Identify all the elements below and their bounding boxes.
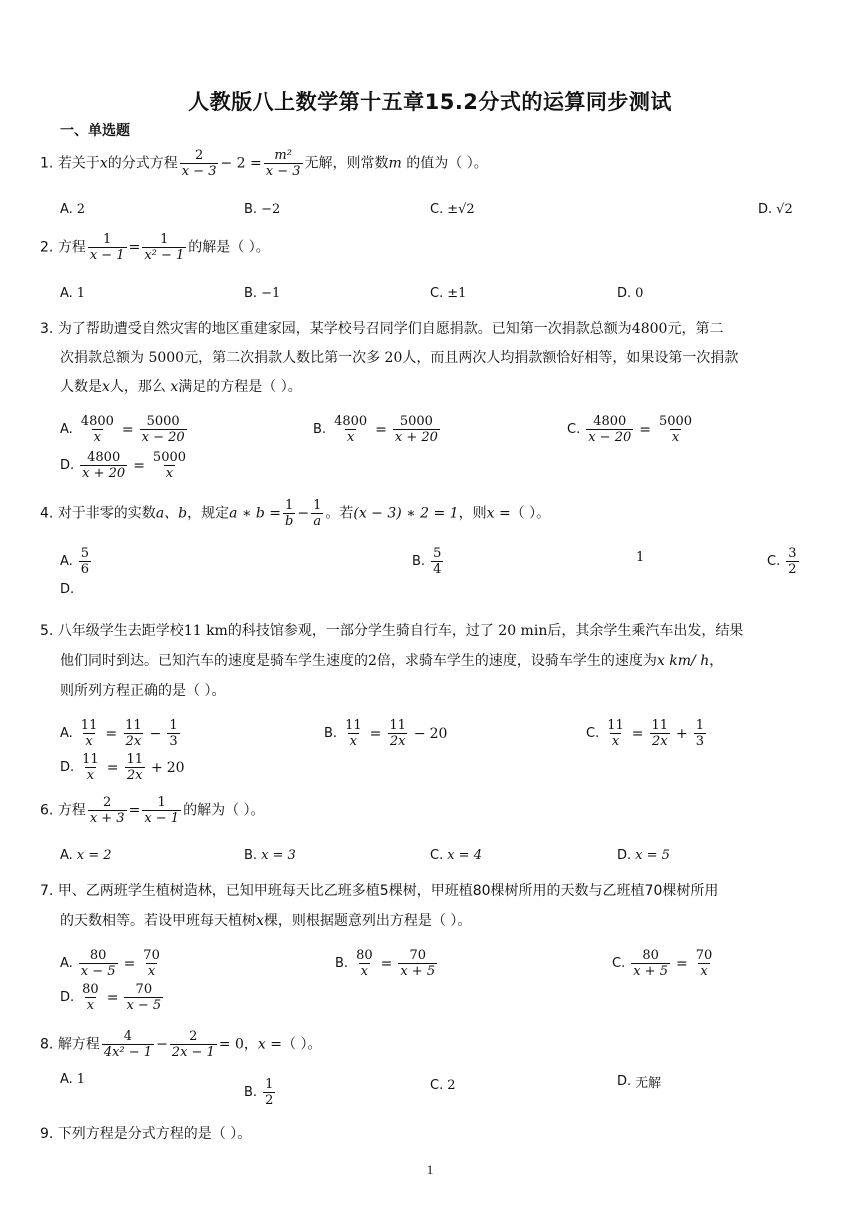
math-value: 20 min — [498, 623, 548, 639]
option-b[interactable] — [335, 948, 439, 979]
math-value: 20 — [166, 759, 185, 776]
fraction — [311, 498, 323, 529]
option-c[interactable] — [430, 848, 482, 863]
numerator: 2 — [189, 1029, 198, 1044]
fraction — [142, 232, 186, 263]
question-4 — [40, 498, 550, 529]
numerator: 2 — [103, 795, 112, 810]
math-value: 4800 — [631, 321, 668, 337]
option-label: C. — [430, 848, 444, 863]
option-label: A. — [60, 956, 73, 971]
numerator: 4 — [123, 1029, 133, 1044]
option-c[interactable] — [586, 718, 708, 749]
math-var: m — [388, 155, 402, 172]
numerator: 80 — [82, 982, 99, 997]
question-text: ， — [709, 653, 724, 669]
option-a[interactable] — [60, 848, 112, 863]
question-text: 他们同时到达。已知汽车的速度是骑车学生速度的 — [60, 653, 368, 669]
question-5-line-2 — [60, 650, 723, 672]
numerator: 11 — [82, 752, 99, 767]
denominator: x — [165, 466, 174, 481]
denominator: 2x — [125, 734, 142, 749]
numerator: 5000 — [146, 414, 180, 429]
fraction — [431, 546, 443, 577]
denominator: x + 5 — [400, 964, 436, 979]
math-expr: a ∗ b = — [229, 505, 282, 522]
numerator: 4800 — [87, 450, 121, 465]
question-3-line-3 — [60, 376, 302, 398]
question-text: 棵，则根据题意列出方程是（ ）。 — [263, 913, 472, 929]
question-text: 的分式方程 — [107, 155, 178, 172]
option-a[interactable] — [60, 286, 85, 301]
question-text: ，规定 — [187, 505, 230, 522]
option-value: 1 — [76, 1072, 86, 1087]
numerator: 70 — [695, 948, 713, 963]
equation: $\frac{4800}{x - 20}$ = $\frac{5000}{x}$ — [588, 414, 693, 445]
denominator: x − 20 — [141, 430, 185, 445]
question-text: 解方程 — [57, 1036, 100, 1053]
option-label: C. — [767, 554, 781, 569]
option-value: x = 3 — [261, 848, 296, 863]
option-a[interactable] — [60, 202, 85, 217]
denominator: x — [611, 734, 620, 749]
option-label: C. — [430, 286, 444, 301]
math-value: 2 — [368, 653, 377, 669]
option-a[interactable] — [60, 1072, 85, 1087]
question-number: 1. — [40, 155, 54, 172]
option-value: −1 — [261, 286, 281, 301]
question-9 — [40, 1123, 251, 1145]
math-value: 20 — [429, 725, 448, 742]
numerator: 4800 — [334, 414, 368, 429]
question-5-line-3 — [60, 680, 225, 702]
math-value: x km/ h — [656, 653, 710, 669]
section-heading: 一、单选题 — [60, 123, 130, 139]
option-b[interactable] — [244, 202, 280, 217]
option-label: D. — [617, 1074, 632, 1089]
option-label: C. — [612, 956, 626, 971]
numerator: 5000 — [152, 450, 187, 465]
denominator: 2 — [265, 1093, 274, 1108]
option-a[interactable] — [60, 546, 93, 577]
numerator: 5000 — [658, 414, 693, 429]
option-c[interactable] — [612, 948, 716, 979]
math-op: − — [149, 725, 162, 742]
option-label: A. — [60, 202, 73, 217]
fraction — [264, 148, 303, 179]
option-c[interactable] — [567, 414, 696, 445]
option-label: B. — [335, 956, 349, 971]
question-text: 满足的方程是（ ）。 — [178, 379, 302, 395]
numerator: 70 — [135, 982, 153, 997]
question-text: 的天数相等。若设甲班每天植树 — [60, 913, 256, 929]
question-text: 则所列方程正确的是（ ）。 — [60, 683, 226, 699]
denominator: x — [346, 430, 355, 445]
question-text: 倍，求骑车学生的速度，设骑车学生的速度为 — [376, 653, 657, 669]
option-value: x = 4 — [447, 848, 482, 863]
numerator: m² — [274, 148, 292, 163]
option-value: 2 — [76, 202, 86, 217]
question-text: 方程 — [57, 802, 86, 819]
math-op: − 2 = — [220, 155, 262, 172]
math-expr: x = — [257, 1036, 282, 1053]
option-label: D. — [758, 202, 773, 217]
option-label: C. — [430, 202, 444, 217]
fraction — [180, 148, 219, 179]
numerator: 5000 — [399, 414, 433, 429]
numerator: 1 — [169, 718, 178, 733]
numerator: 1 — [285, 498, 294, 513]
question-text: 次捐款总额为 — [60, 350, 144, 366]
option-label: C. — [567, 422, 581, 437]
option-value: ±1 — [447, 286, 467, 301]
numerator: 11 — [345, 718, 362, 733]
numerator: 3 — [788, 546, 797, 561]
option-d[interactable] — [60, 982, 165, 1013]
denominator: x − 3 — [265, 164, 301, 179]
option-c[interactable] — [430, 286, 466, 301]
numerator: 1 — [157, 795, 166, 810]
option-d[interactable] — [617, 286, 643, 301]
numerator: 1 — [695, 718, 705, 733]
option-label: D. — [617, 286, 632, 301]
numerator: 4800 — [80, 414, 114, 429]
option-label: C. — [430, 1078, 444, 1093]
question-number: 9. — [40, 1126, 54, 1142]
page-title: 人教版八上数学第十五章15.2分式的运算同步测试 — [188, 90, 672, 114]
question-text: 元，第二次捐款人数比第一次多 — [184, 350, 381, 366]
denominator: 2 — [788, 562, 797, 577]
equation: $\frac{80}{x}$ = $\frac{70}{x - 5}$ — [82, 982, 162, 1013]
numerator: 11 — [126, 752, 143, 767]
equation: $\frac{11}{x}$ = $\frac{11}{2x}$ − $\frac{1}{3}$ — [80, 718, 178, 749]
denominator: 3 — [695, 734, 705, 749]
denominator: 3 — [169, 734, 178, 749]
question-6 — [40, 795, 265, 826]
option-label: A. — [60, 554, 73, 569]
denominator: 2x − 1 — [171, 1045, 215, 1060]
math-op: = 0 — [218, 1036, 244, 1053]
option-label: B. — [324, 726, 338, 741]
question-3-line-2 — [60, 347, 738, 369]
option-label: D. — [60, 458, 75, 473]
math-var: a、b — [155, 505, 188, 522]
denominator: x + 20 — [82, 466, 126, 481]
denominator: 4 — [433, 562, 442, 577]
option-label: B. — [244, 848, 258, 863]
numerator: 1 — [103, 232, 112, 247]
question-text: （ ）。 — [510, 505, 551, 522]
question-text: ，则 — [458, 505, 487, 522]
option-a[interactable] — [60, 948, 164, 979]
fraction — [88, 795, 127, 826]
math-value: 11 km — [183, 623, 228, 639]
question-text: 无解，则常数 — [304, 155, 389, 172]
denominator: x − 5 — [126, 998, 162, 1013]
equation: $\frac{11}{x}$ = $\frac{11}{2x}$ + $\frac{1}{3}$ — [607, 718, 705, 749]
math-var: x — [170, 379, 179, 395]
question-number: 8. — [40, 1036, 54, 1053]
numerator: 11 — [651, 718, 669, 733]
denominator: x − 1 — [89, 248, 125, 263]
question-text: ， — [243, 1036, 258, 1053]
denominator: x + 3 — [89, 811, 125, 826]
equation: $\frac{80}{x + 5}$ = $\frac{70}{x}$ — [633, 948, 713, 979]
option-d[interactable] — [60, 582, 78, 597]
option-label: B. — [244, 202, 258, 217]
denominator: x — [360, 964, 368, 979]
fraction — [170, 1029, 217, 1060]
equation: $\frac{80}{x}$ = $\frac{70}{x + 5}$ — [356, 948, 436, 979]
option-d[interactable] — [617, 1072, 661, 1091]
numerator: 80 — [356, 948, 373, 963]
option-b[interactable] — [244, 286, 280, 301]
denominator: 2x — [389, 734, 406, 749]
question-text: 为了帮助遭受自然灾害的地区重建家园，某学校号召同学们自愿捐款。已知第一次捐款总额为 — [57, 321, 632, 337]
numerator: 5 — [433, 546, 442, 561]
option-label: A. — [60, 1072, 73, 1087]
option-value: 1 — [636, 550, 645, 565]
question-7 — [40, 880, 718, 902]
denominator: x − 1 — [144, 811, 180, 826]
option-value: 无解 — [635, 1076, 662, 1091]
denominator: x — [93, 430, 102, 445]
denominator: x − 20 — [588, 430, 632, 445]
question-text: 的解为（ ）。 — [183, 802, 265, 819]
option-c[interactable] — [430, 202, 475, 217]
fraction — [88, 232, 127, 263]
equation: $\frac{11}{x}$ = $\frac{11}{2x}$ + 20 — [82, 752, 185, 783]
numerator: 1 — [160, 232, 169, 247]
numerator: 70 — [409, 948, 426, 963]
option-b[interactable] — [244, 848, 296, 863]
option-label: B. — [244, 286, 258, 301]
fraction — [102, 1029, 154, 1060]
question-text: 人，那么 — [109, 379, 166, 395]
denominator: 6 — [80, 562, 90, 577]
option-label: C. — [586, 726, 600, 741]
option-value: 2 — [447, 1078, 456, 1093]
math-op: + — [150, 759, 163, 776]
option-value: √2 — [776, 202, 793, 217]
numerator: 11 — [80, 718, 98, 733]
question-text: 人，而且两次人均捐款额恰好相等，如果设第一次捐款 — [402, 350, 739, 366]
math-var: x — [99, 155, 108, 172]
denominator: x — [86, 998, 95, 1013]
question-number: 5. — [40, 623, 54, 639]
option-b[interactable] — [412, 546, 445, 577]
option-label: A. — [60, 422, 73, 437]
question-8 — [40, 1029, 321, 1060]
question-number: 6. — [40, 802, 54, 819]
option-label: A. — [60, 726, 73, 741]
numerator: 80 — [89, 948, 107, 963]
denominator: 2x — [126, 768, 143, 783]
fraction — [786, 546, 798, 577]
math-op: − — [156, 1036, 168, 1053]
question-text: （ ）。 — [282, 1036, 322, 1053]
math-value: 20 — [384, 350, 403, 366]
math-var: x — [256, 913, 264, 929]
option-label: B. — [244, 1085, 258, 1100]
numerator: 2 — [194, 148, 204, 163]
option-label: D. — [60, 582, 75, 597]
question-number: 7. — [40, 883, 54, 899]
question-text: 若关于 — [57, 155, 100, 172]
question-text: 对于非零的实数 — [57, 505, 156, 522]
fraction — [142, 795, 181, 826]
question-text: 的解是（ ）。 — [188, 239, 270, 256]
question-text: 的科技馆参观，一部分学生骑自行车，过了 — [227, 623, 494, 639]
denominator: a — [313, 514, 322, 529]
math-op: = — [128, 239, 141, 256]
fraction — [283, 498, 295, 529]
question-text: 元，第二 — [667, 321, 724, 337]
question-text: 。若 — [325, 505, 354, 522]
question-text: 八年级学生去距学校 — [57, 623, 184, 639]
denominator: 2x — [651, 734, 668, 749]
math-op: − — [297, 505, 310, 522]
option-d[interactable] — [617, 848, 670, 863]
question-number: 4. — [40, 505, 54, 522]
option-b[interactable] — [244, 1077, 277, 1108]
question-text: 甲、乙两班学生植树造林，已知甲班每天比乙班多植5棵树，甲班植80棵树所用的天数与乙班植70棵树所用 — [57, 883, 719, 899]
numerator: 11 — [607, 718, 624, 733]
question-text: 方程 — [57, 239, 86, 256]
math-expr: x = — [486, 505, 511, 522]
option-value: −2 — [261, 202, 281, 217]
option-value: x = 5 — [635, 848, 670, 863]
numerator: 4800 — [593, 414, 627, 429]
question-3 — [40, 318, 723, 340]
question-number: 2. — [40, 239, 54, 256]
question-text: 后，其余学生乘汽车出发，结果 — [547, 623, 744, 639]
math-value: 5000 — [148, 350, 185, 366]
denominator: b — [285, 514, 294, 529]
option-a[interactable] — [60, 414, 189, 445]
numerator: 1 — [265, 1077, 274, 1092]
math-var: x — [102, 379, 110, 395]
denominator: x — [85, 734, 93, 749]
option-value: x = 2 — [76, 848, 112, 863]
question-number: 3. — [40, 321, 54, 337]
math-expr: (x − 3) ∗ 2 = 1 — [353, 505, 459, 522]
numerator: 11 — [389, 718, 406, 733]
option-label: D. — [617, 848, 632, 863]
question-5 — [40, 620, 743, 642]
option-d[interactable] — [758, 202, 793, 217]
option-b[interactable] — [324, 718, 447, 749]
question-text: 下列方程是分式方程的是（ ）。 — [57, 1126, 252, 1142]
option-d[interactable] — [60, 752, 185, 783]
numerator: 11 — [125, 718, 142, 733]
equation: $\frac{11}{x}$ = $\frac{11}{2x}$ − 20 — [345, 718, 448, 749]
denominator: x + 5 — [633, 964, 668, 979]
page-number: 1 — [426, 1162, 434, 1177]
equation: $\frac{4800}{x + 20}$ = $\frac{5000}{x}$ — [82, 450, 187, 481]
option-d[interactable] — [60, 450, 190, 481]
option-label: B. — [313, 422, 327, 437]
numerator: 70 — [143, 948, 160, 963]
numerator: 5 — [80, 546, 90, 561]
option-label: D. — [60, 990, 75, 1005]
option-label: D. — [60, 760, 75, 775]
equation: $\frac{4800}{x}$ = $\frac{5000}{x + 20}$ — [334, 414, 438, 445]
option-value: 0 — [635, 286, 644, 301]
denominator: x + 20 — [394, 430, 438, 445]
denominator: x − 3 — [181, 164, 217, 179]
question-7-line-2 — [60, 910, 471, 932]
denominator: x — [349, 734, 357, 749]
option-stray-value[interactable] — [636, 550, 644, 565]
option-label: A. — [60, 848, 73, 863]
numerator: 80 — [642, 948, 659, 963]
equation: $\frac{80}{x - 5}$ = $\frac{70}{x}$ — [80, 948, 160, 979]
denominator: x — [700, 964, 708, 979]
question-2 — [40, 232, 270, 263]
question-text: 的值为（ ）。 — [401, 155, 488, 172]
option-b[interactable] — [313, 414, 442, 445]
equation: $\frac{4800}{x}$ = $\frac{5000}{x - 20}$ — [80, 414, 185, 445]
option-c[interactable] — [767, 546, 801, 577]
option-label: B. — [412, 554, 426, 569]
numerator: 1 — [313, 498, 322, 513]
option-c[interactable] — [430, 1078, 456, 1093]
math-op: − — [413, 725, 426, 742]
denominator: x — [147, 964, 156, 979]
denominator: x — [86, 768, 95, 783]
denominator: 4x² − 1 — [103, 1045, 153, 1060]
question-text: 人数是 — [60, 379, 102, 395]
option-label: A. — [60, 286, 73, 301]
option-value: ±√2 — [447, 202, 475, 217]
math-op: = — [128, 802, 141, 819]
math-op: + — [676, 725, 688, 742]
option-a[interactable] — [60, 718, 182, 749]
fraction — [263, 1077, 275, 1108]
denominator: x — [671, 430, 680, 445]
question-1 — [40, 148, 488, 179]
option-value: 1 — [76, 286, 86, 301]
denominator: x² − 1 — [144, 248, 185, 263]
fraction — [79, 546, 91, 577]
denominator: x − 5 — [80, 964, 116, 979]
